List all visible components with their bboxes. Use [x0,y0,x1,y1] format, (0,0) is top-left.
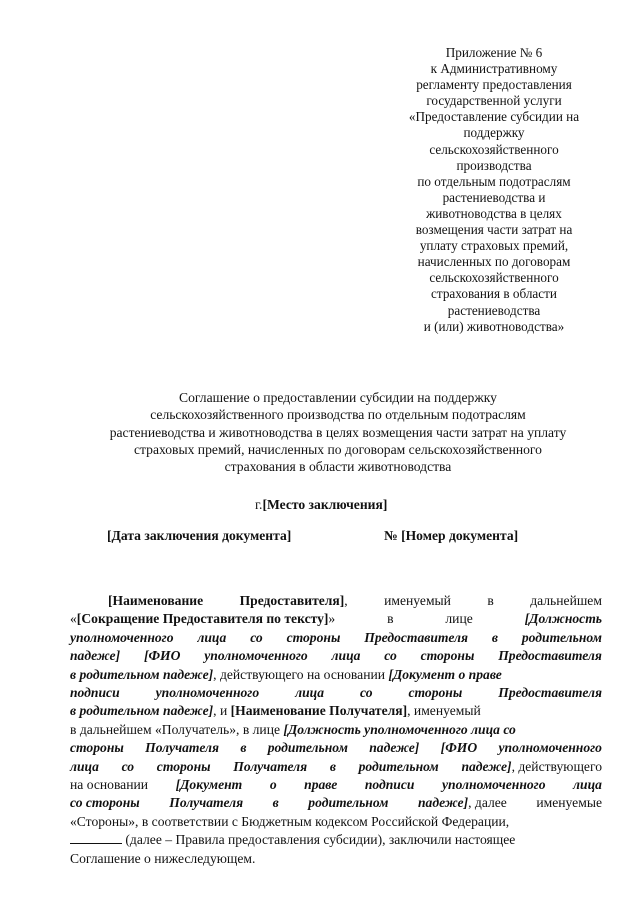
document-number [384,528,518,544]
appendix-line: к Административному [430,61,558,77]
paragraph-line [70,850,602,868]
paragraph-line [70,684,602,702]
placeholder-text: о [269,777,277,793]
body-text: , именуемый [407,703,481,719]
paragraph-line [70,610,602,628]
paragraph-line [70,629,602,647]
body-text: (далее – Правила предоставления субсидии), заключили настоящее [125,832,516,848]
appendix-line: возмещения части затрат на [415,222,573,238]
body-text: , и [213,703,231,719]
placeholder-text: уполномоченного [498,740,602,756]
appendix-line: и (или) животноводства» [423,318,565,334]
appendix-line: Приложение № 6 [445,45,543,60]
placeholder-text: праве [304,777,338,793]
placeholder-text: лица [573,777,602,793]
placeholder-text: со стороны [70,795,140,811]
placeholder-text: подписи [364,777,415,793]
placeholder-text: в [240,740,247,756]
paragraph-line [70,666,602,684]
paragraph-line [70,813,602,831]
placeholder-text: падеже] [417,795,469,811]
appendix-line: начисленных по договорам [417,254,571,270]
placeholder-text: со [250,629,263,645]
title-line: сельскохозяйственного производства по отдельным подотраслям [150,407,526,423]
paragraph-line [70,721,602,739]
body-text: » [328,611,336,627]
placeholder-text: [ФИО [143,648,181,664]
appendix-line: «Предоставление субсидии на [408,109,580,125]
placeholder-text: [Наименование Получателя] [230,703,408,719]
placeholder-text: падеже] [369,740,420,756]
placeholder-text: в [272,795,279,811]
body-text: «Стороны», в соответствии с Бюджетным кодексом Российской Федерации, [70,813,510,829]
number-sign: № [384,528,402,543]
placeholder-text: стороны [156,758,211,774]
place-placeholder: [Место заключения] [262,497,388,512]
placeholder-text: [Документ [175,777,243,793]
placeholder-text: стороны [408,685,463,701]
placeholder-text: Предоставителя [498,685,602,701]
appendix-line: производства [456,157,532,173]
appendix-line: регламенту предоставления [416,77,572,93]
body-text: именуемый [384,593,451,608]
placeholder-text: родительном [267,740,348,756]
placeholder-text: [Наименование [108,593,204,608]
placeholder-text: со [384,648,397,664]
appendix-line: государственной услуги [426,93,562,109]
placeholder-text: [Должность [524,611,602,627]
paragraph-line [70,776,602,794]
appendix-line: сельскохозяйственного [429,141,559,157]
placeholder-text: стороны [420,648,475,664]
placeholder-text: уполномоченного [442,777,546,793]
placeholder-text: [ФИО [440,740,478,756]
appendix-line: растениеводства и [442,189,546,205]
appendix-header [383,45,605,335]
placeholder-text: стороны [70,740,124,756]
paragraph-line [70,647,602,665]
placeholder-text: родительном [358,758,439,774]
placeholder-text: падеже] [70,648,121,664]
body-text: , далее [468,795,507,811]
body-text: в [387,611,394,627]
document-title [66,389,610,475]
placeholder-text: в [491,629,498,645]
paragraph-line [70,592,602,610]
body-text: в [487,593,494,608]
appendix-line: уплату страховых премий, [419,238,569,254]
appendix-line: поддержку [463,125,525,141]
placeholder-text: лица [70,758,99,774]
paragraph-line [70,794,602,812]
placeholder-text: Получателя [233,758,308,774]
placeholder-text: в [329,758,336,774]
number-placeholder: [Номер документа] [401,528,519,543]
placeholder-text: [Сокращение Предоставителя по тексту] [76,611,329,627]
placeholder-text: Получателя [145,740,220,756]
body-text: , действующего [511,758,602,774]
appendix-line: сельскохозяйственного [429,270,559,286]
placeholder-text: уполномоченного [204,648,308,664]
body-text: в дальнейшем «Получатель», в лице [70,721,284,737]
body-text: « [70,611,77,627]
body-text: , [344,593,348,608]
place-prefix: г. [255,497,263,512]
paragraph-line [70,739,602,757]
date-placeholder: [Дата заключения документа] [107,528,292,543]
placeholder-text: падеже] [461,758,512,774]
title-line: страхования в области животноводства [224,459,452,475]
placeholder-text: родительном [308,795,389,811]
placeholder-text: [Должность уполномоченного лица со [283,721,516,737]
placeholder-text: [Документ о праве [388,666,502,682]
agreement-preamble [70,592,602,868]
paragraph-line [70,702,602,720]
placeholder-text: Предоставителя [364,629,468,645]
placeholder-text: подписи [70,685,120,701]
placeholder-text: стороны [286,629,341,645]
appendix-line: растениеводства [447,302,541,318]
place-of-conclusion [255,497,455,513]
placeholder-text: со [121,758,135,774]
body-text: именуемые [536,795,602,811]
placeholder-text: уполномоченного [70,629,174,645]
paragraph-line [70,758,602,776]
placeholder-text: лица [295,685,325,701]
title-line: Соглашение о предоставлении субсидии на поддержку [179,390,497,405]
placeholder-text: Предоставителя [498,648,602,664]
placeholder-text: Предоставителя] [239,593,345,608]
body-text: Соглашение о нижеследующем. [70,850,256,866]
appendix-line: животноводства в целях [426,205,562,221]
body-text: на основании [70,777,149,793]
placeholder-text: в родительном падеже] [70,666,214,682]
placeholder-text: лица [197,629,227,645]
body-text: дальнейшем [530,593,602,608]
body-text: , действующего на основании [213,666,389,682]
placeholder-text: в родительном падеже] [70,703,214,719]
paragraph-line [70,831,602,849]
blank-line [70,831,122,844]
appendix-line: страхования в области [431,286,557,302]
body-text: лице [445,611,473,627]
appendix-line: по отдельным подотраслям [417,173,571,189]
title-line: страховых премий, начисленных по договорам сельскохозяйственного [134,441,542,457]
title-line: растениеводства и животноводства в целях возмещения части затрат на уплату [109,424,567,440]
placeholder-text: лица [331,648,361,664]
placeholder-text: родительном [521,629,602,645]
placeholder-text: со [360,685,373,701]
placeholder-text: уполномоченного [155,685,260,701]
placeholder-text: Получателя [169,795,244,811]
